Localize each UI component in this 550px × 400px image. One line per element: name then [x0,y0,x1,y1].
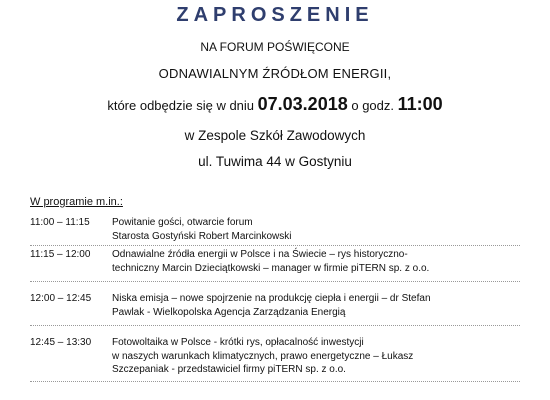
event-date: 07.03.2018 [257,94,348,114]
forum-subtitle: NA FORUM POŚWIĘCONE [200,40,350,54]
program-item-description [112,292,496,319]
program-item-time: 11:15 – 12:00 [30,249,91,260]
program-item-line: Powitanie gości, otwarcie forum [112,217,253,228]
venue-name: w Zespole Szkół Zawodowych [184,128,366,143]
program-item-time: 11:00 – 11:15 [30,217,90,228]
program-item-description [112,248,496,275]
program-item-line: Odnawialne źródła energii w Polsce i na Świecie – rys historyczno- [112,249,408,260]
program-item-line: Starosta Gostyński Robert Marcinkowski [112,230,292,242]
event-date-line [0,94,550,115]
program-item-line: w naszych warunkach klimatycznych, prawo energetyczne – Łukasz [112,350,414,362]
date-intro-text: które odbędzie się w dniu [107,98,258,113]
divider [30,245,520,246]
program-item-line: techniczny Marcin Dzieciątkowski – manager w firmie piTERN sp. z o.o. [112,262,430,274]
venue-address: ul. Tuwima 44 w Gostyniu [198,154,352,169]
invitation-title: ZAPROSZENIE [176,4,374,26]
program-item-line: Niska emisja – nowe spojrzenie na produkcję ciepła i energii – dr Stefan [112,293,431,304]
divider [30,281,520,282]
program-item-line: Pawlak - Wielkopolska Agencja Zarządzania Energią [112,306,346,318]
program-item-description [112,336,496,377]
program-item-time: 12:00 – 12:45 [30,293,92,304]
divider [30,381,520,382]
time-intro-text: o godz. [347,98,398,113]
program-item-line: Szczepaniak - przedstawiciel firmy piTERN sp. z o.o. [112,364,346,375]
divider [30,325,520,326]
program-item-description [112,216,496,243]
forum-topic: ODNAWIALNYM ŹRÓDŁOM ENERGII, [158,66,392,81]
program-item-time: 12:45 – 13:30 [30,337,92,348]
program-heading: W programie m.in.: [30,196,123,208]
program-item-line: Fotowoltaika w Polsce - krótki rys, opłacalność inwestycji [112,337,364,348]
event-time: 11:00 [397,94,443,114]
